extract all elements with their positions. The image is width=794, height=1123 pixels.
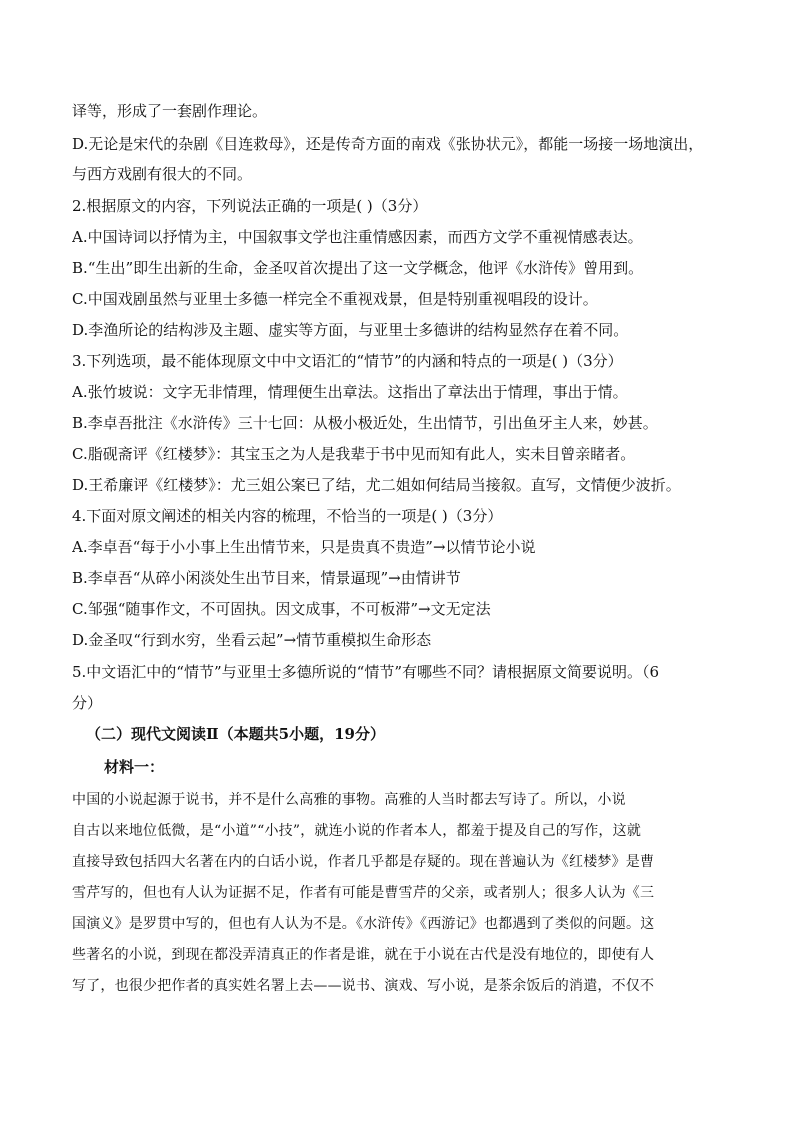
material-line: 写了，也很少把作者的真实姓名署上去——说书、演戏、写小说，是茶余饭后的消遣，不仅不 bbox=[72, 978, 655, 994]
option-a: A.李卓吾“每于小小事上生出情节来，只是贵真不贵造”→以情节论小说 bbox=[72, 538, 536, 556]
question-3: 3.下列选项，最不能体现原文中中文语汇的“情节”的内涵和特点的一项是( )（3分） bbox=[72, 352, 623, 370]
option-d: D.李渔所论的结构涉及主题、虚实等方面，与亚里士多德讲的结构显然存在着不同。 bbox=[72, 321, 629, 339]
question-2: 2.根据原文的内容，下列说法正确的一项是( )（3分） bbox=[72, 197, 428, 215]
option-c: C.中国戏剧虽然与亚里士多德一样完全不重视戏景，但是特别重视唱段的设计。 bbox=[72, 290, 598, 308]
material-line: 些著名的小说，到现在都没弄清真正的作者是谁，就在于小说在古代是没有地位的，即使有人 bbox=[72, 947, 655, 963]
option-b: B.“生出”即生出新的生命，金圣叹首次提出了这一文学概念，他评《水浒传》曾用到。 bbox=[72, 259, 644, 277]
option-c: C.邹强“随事作文，不可固执。因文成事，不可板滞”→文无定法 bbox=[72, 600, 491, 618]
option-b: B.李卓吾“从碎小闲淡处生出节目来，情景逼现”→由情讲节 bbox=[72, 569, 461, 587]
material-line: 国演义》是罗贯中写的，但也有人认为不是。《水浒传》《西游记》也都遇到了类似的问题。这 bbox=[72, 916, 655, 932]
section-title: （二）现代文阅读Ⅱ（本题共5小题，19分） bbox=[86, 725, 385, 743]
material-line: 雪芹写的，但也有人认为证据不足，作者有可能是曹雪芹的父亲，或者别人；很多人认为《三 bbox=[72, 885, 655, 901]
material-line: 直接导致包括四大名著在内的白话小说，作者几乎都是存疑的。现在普遍认为《红楼梦》是曹 bbox=[72, 854, 655, 870]
text-line: 分） bbox=[72, 694, 103, 712]
text-line: 与西方戏剧有很大的不同。 bbox=[72, 165, 253, 183]
option-b: B.李卓吾批注《水浒传》三十七回：从极小极近处，生出情节，引出鱼牙主人来，妙甚。 bbox=[72, 414, 658, 432]
text-line: 译等，形成了一套剧作理论。 bbox=[72, 102, 268, 120]
option-a: A.张竹坡说：文字无非情理，情理便生出章法。这指出了章法出于情理，事出于情。 bbox=[72, 383, 628, 401]
option-d: D.王希廉评《红楼梦》：尤三姐公案已了结，尤二姐如何结局当接叙。直写，文情便少波折。 bbox=[72, 476, 681, 494]
option-a: A.中国诗词以抒情为主，中国叙事文学也注重情感因素，而西方文学不重视情感表达。 bbox=[72, 228, 643, 246]
material-line: 自古以来地位低微，是“小道”“小技”，就连小说的作者本人，都羞于提及自己的写作，这就 bbox=[72, 823, 642, 839]
option-c: C.脂砚斋评《红楼梦》：其宝玉之为人是我辈于书中见而知有此人，实未目曾亲睹者。 bbox=[72, 445, 636, 463]
text-line: D.无论是宋代的杂剧《目连救母》，还是传奇方面的南戏《张协状元》，都能一场接一场地演出， bbox=[72, 135, 704, 153]
question-4: 4.下面对原文阐述的相关内容的梳理，不恰当的一项是( )（3分） bbox=[72, 507, 503, 525]
option-d: D.金圣叹“行到水穷，坐看云起”→情节重模拟生命形态 bbox=[72, 631, 432, 649]
material-line: 中国的小说起源于说书，并不是什么高雅的事物。高雅的人当时都去写诗了。所以，小说 bbox=[72, 792, 626, 808]
material-label: 材料一： bbox=[104, 758, 165, 776]
question-5: 5.中文语汇中的“情节”与亚里士多德所说的“情节”有哪些不同？请根据原文简要说明。（6 bbox=[72, 663, 660, 681]
